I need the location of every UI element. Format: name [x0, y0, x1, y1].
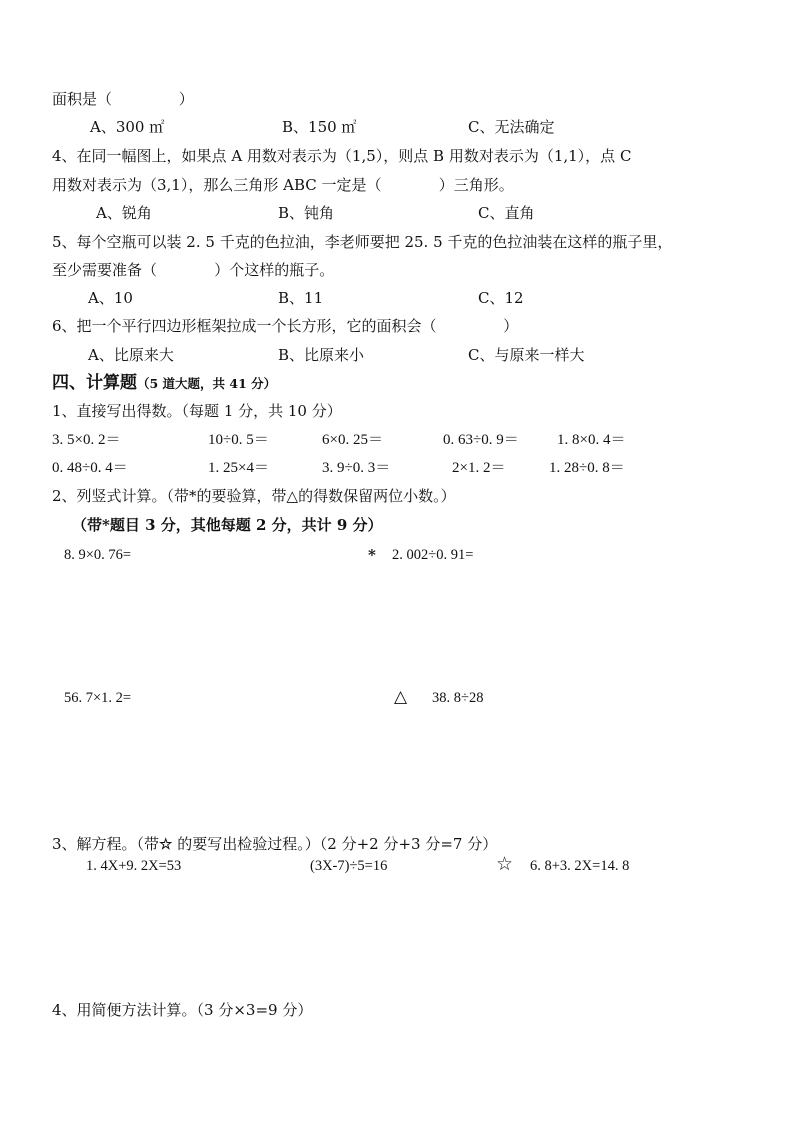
- section-title: 四、计算题: [52, 373, 137, 393]
- part1-row1-item2: 10÷0. 5＝: [208, 432, 269, 448]
- equation-2: (3X-7)÷5=16: [310, 858, 388, 874]
- star-icon: ☆: [496, 853, 514, 875]
- section-note: （5 道大题，共 41 分）: [137, 376, 277, 391]
- part2-expr-2: 2. 002÷0. 91=: [392, 547, 474, 563]
- q6-option-a: A、比原来大: [88, 346, 174, 364]
- part1-row1-item4: 0. 63÷0. 9＝: [443, 432, 519, 448]
- q4-option-b: B、钝角: [278, 204, 335, 222]
- part2-expr-4: 38. 8÷28: [432, 690, 484, 706]
- asterisk-mark: *: [368, 546, 376, 564]
- part3-title-suffix: 的要写出检验过程。）（2 分+2 分+3 分=7 分）: [172, 835, 498, 853]
- part3-title: [52, 835, 497, 853]
- part1-row2-item5: 1. 28÷0. 8＝: [549, 460, 625, 476]
- part4-title: 4、用简便方法计算。（3 分×3=9 分）: [52, 1001, 313, 1019]
- q3-option-c: C、无法确定: [468, 118, 555, 136]
- part1-row2-item3: 3. 9÷0. 3＝: [322, 460, 391, 476]
- q6-line-1: 6、把一个平行四边形框架拉成一个长方形，它的面积会（ ）: [52, 317, 519, 335]
- q4-option-a: A、锐角: [96, 204, 152, 222]
- part1-title: 1、直接写出得数。（每题 1 分，共 10 分）: [52, 402, 342, 420]
- q6-option-b: B、比原来小: [278, 346, 365, 364]
- part1-row1-item3: 6×0. 25＝: [322, 432, 383, 448]
- part2-expr-3: 56. 7×1. 2=: [64, 690, 132, 706]
- part2-expr-1: 8. 9×0. 76=: [64, 547, 132, 563]
- q5-line-2: 至少需要准备（ ）个这样的瓶子。: [52, 261, 335, 279]
- q3-option-a: A、300 ㎡: [90, 118, 165, 136]
- q6-option-c: C、与原来一样大: [468, 346, 585, 364]
- q4-line-2: 用数对表示为（3,1），那么三角形 ABC 一定是（ ）三角形。: [52, 176, 514, 194]
- triangle-mark: △: [394, 687, 408, 707]
- q5-line-1: 5、每个空瓶可以装 2. 5 千克的色拉油，李老师要把 25. 5 千克的色拉油装在这样的瓶子里，: [52, 233, 673, 251]
- q4-line-1: 4、在同一幅图上，如果点 A 用数对表示为（1,5），则点 B 用数对表示为（1,1），点 C: [52, 147, 632, 165]
- q4-option-c: C、直角: [478, 204, 535, 222]
- equation-3: 6. 8+3. 2X=14. 8: [530, 858, 630, 874]
- part2-subtitle: （带*题目 3 分，其他每题 2 分，共计 9 分）: [72, 516, 383, 534]
- q3-continuation: 面积是（ ）: [52, 90, 194, 108]
- part1-row2-item4: 2×1. 2＝: [452, 460, 506, 476]
- q3-option-b: B、150 ㎡: [282, 118, 357, 136]
- q5-option-c: C、12: [478, 289, 524, 307]
- star-mark: ☆: [159, 835, 173, 853]
- q5-option-a: A、10: [88, 289, 133, 307]
- part3-title-prefix: 3、解方程。（带: [52, 835, 160, 853]
- part1-row1-item5: 1. 8×0. 4＝: [557, 432, 626, 448]
- section-heading: [52, 374, 276, 393]
- part1-row2-item2: 1. 25×4＝: [208, 460, 269, 476]
- part2-title: 2、列竖式计算。（带*的要验算，带△的得数保留两位小数。）: [52, 487, 456, 505]
- equation-1: 1. 4X+9. 2X=53: [86, 858, 182, 874]
- part1-row2-item1: 0. 48÷0. 4＝: [52, 460, 128, 476]
- part1-row1-item1: 3. 5×0. 2＝: [52, 432, 121, 448]
- q5-option-b: B、11: [278, 289, 324, 307]
